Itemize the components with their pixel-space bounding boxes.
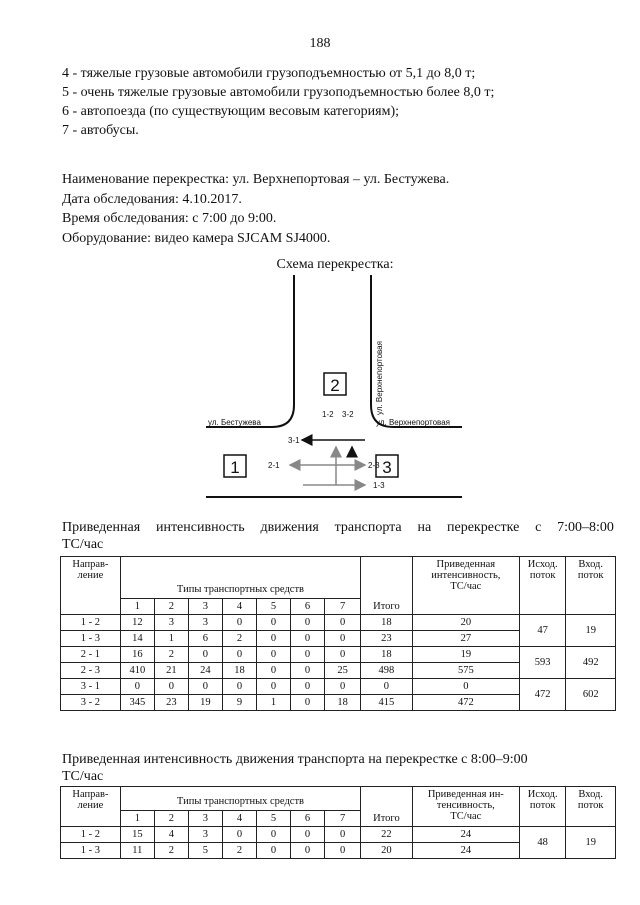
- cell-type-count: 0: [290, 679, 324, 695]
- header-out-flow: Исход. поток: [519, 787, 565, 827]
- cell-type-count: 0: [120, 679, 154, 695]
- header-type-number: 4: [222, 599, 256, 615]
- header-reduced-intensity: Приведенная ин- тенсивность, ТС/час: [412, 787, 519, 827]
- cell-type-count: 0: [290, 843, 324, 859]
- svg-text:3: 3: [382, 458, 392, 477]
- list-item: 7 - автобусы.: [62, 123, 139, 138]
- caption-word: 7:00–8:00: [557, 520, 614, 535]
- svg-text:3-1: 3-1: [288, 436, 300, 445]
- street-label-vertical: ул. Верхнепортовая: [375, 341, 384, 415]
- cell-type-count: 0: [222, 615, 256, 631]
- table-row: [61, 615, 616, 631]
- caption-word: на: [417, 520, 432, 535]
- cell-reduced: 27: [412, 631, 519, 647]
- cell-direction: 3 - 1: [61, 679, 121, 695]
- cell-type-count: 0: [290, 827, 324, 843]
- header-out-flow: Исход. поток: [519, 557, 565, 615]
- cell-type-count: 2: [154, 843, 188, 859]
- header-type-number: 6: [290, 599, 324, 615]
- header-direction: Направ- ление: [61, 787, 121, 827]
- road-edge-left-corner: [206, 275, 294, 427]
- cell-type-count: 0: [256, 631, 290, 647]
- cell-type-count: 16: [120, 647, 154, 663]
- cell-type-count: 19: [188, 695, 222, 711]
- cell-total: 18: [361, 647, 413, 663]
- cell-direction: 3 - 2: [61, 695, 121, 711]
- cell-type-count: 0: [222, 827, 256, 843]
- header-row: [61, 787, 616, 811]
- cell-type-count: 3: [188, 827, 222, 843]
- cell-type-count: 15: [120, 827, 154, 843]
- intensity-table-7-8: [60, 556, 616, 711]
- cell-type-count: 3: [154, 615, 188, 631]
- cell-direction: 1 - 3: [61, 843, 121, 859]
- header-type-number: 5: [256, 811, 290, 827]
- cell-type-count: 0: [222, 679, 256, 695]
- cell-total: 20: [361, 843, 413, 859]
- cell-reduced: 20: [412, 615, 519, 631]
- cell-type-count: 0: [290, 615, 324, 631]
- list-item: 6 - автопоезда (по существующим весовым категориям);: [62, 104, 400, 119]
- cell-type-count: 6: [188, 631, 222, 647]
- header-vehicle-types: Типы транспортных средств: [120, 557, 360, 599]
- cell-type-count: 0: [256, 615, 290, 631]
- vehicle-type-list: [62, 64, 494, 140]
- header-in-flow: Вход. поток: [566, 557, 616, 615]
- cell-out-flow: 47: [519, 615, 565, 647]
- scheme-title: Схема перекрестка:: [276, 257, 394, 272]
- header-type-number: 3: [188, 811, 222, 827]
- cell-type-count: 3: [188, 615, 222, 631]
- cell-type-count: 0: [188, 679, 222, 695]
- cell-type-count: 24: [188, 663, 222, 679]
- cell-type-count: 0: [256, 827, 290, 843]
- cell-total: 18: [361, 615, 413, 631]
- svg-text:1-3: 1-3: [373, 481, 385, 490]
- header-type-number: 1: [120, 599, 154, 615]
- list-item: 5 - очень тяжелые грузовые автомобили грузоподъемностью более 8,0 т;: [62, 85, 495, 100]
- cell-type-count: 0: [325, 631, 361, 647]
- table-row: [61, 647, 616, 663]
- header-row: [61, 557, 616, 599]
- cell-type-count: 0: [256, 663, 290, 679]
- cell-out-flow: 472: [519, 679, 565, 711]
- intersection-name: Наименование перекрестка: ул. Верхнепортовая – ул. Бестужева.: [62, 172, 450, 187]
- survey-info: [62, 170, 449, 248]
- cell-type-count: 410: [120, 663, 154, 679]
- cell-total: 0: [361, 679, 413, 695]
- cell-in-flow: 19: [566, 615, 616, 647]
- svg-text:2-1: 2-1: [268, 461, 280, 470]
- cell-reduced: 24: [412, 827, 519, 843]
- header-type-number: 1: [120, 811, 154, 827]
- header-vehicle-types: Типы транспортных средств: [120, 787, 360, 811]
- caption-word: движения: [260, 520, 319, 535]
- cell-type-count: 0: [256, 679, 290, 695]
- caption-word: с: [535, 520, 542, 535]
- cell-type-count: 0: [325, 843, 361, 859]
- table-row: [61, 827, 616, 843]
- cell-type-count: 1: [154, 631, 188, 647]
- cell-direction: 2 - 1: [61, 647, 121, 663]
- header-total: Итого: [361, 557, 413, 615]
- svg-text:1-2: 1-2: [322, 410, 334, 419]
- caption-word: перекрестке: [447, 520, 520, 535]
- header-type-number: 3: [188, 599, 222, 615]
- cell-reduced: 19: [412, 647, 519, 663]
- table2-caption-unit: ТС/час: [62, 769, 104, 784]
- svg-text:2-3: 2-3: [368, 461, 380, 470]
- cell-type-count: 18: [222, 663, 256, 679]
- cell-type-count: 0: [290, 631, 324, 647]
- cell-type-count: 11: [120, 843, 154, 859]
- svg-text:2: 2: [330, 376, 340, 395]
- cell-type-count: 0: [325, 679, 361, 695]
- cell-type-count: 9: [222, 695, 256, 711]
- survey-time: Время обследования: с 7:00 до 9:00.: [62, 211, 277, 226]
- cell-total: 498: [361, 663, 413, 679]
- cell-out-flow: 593: [519, 647, 565, 679]
- cell-type-count: 21: [154, 663, 188, 679]
- cell-type-count: 0: [222, 647, 256, 663]
- cell-total: 22: [361, 827, 413, 843]
- cell-type-count: 0: [256, 843, 290, 859]
- intersection-scheme: [190, 275, 470, 505]
- cell-type-count: 0: [256, 647, 290, 663]
- table1-caption-unit: ТС/час: [62, 537, 104, 552]
- cell-type-count: 2: [154, 647, 188, 663]
- page-number: 188: [309, 36, 331, 51]
- cell-type-count: 25: [325, 663, 361, 679]
- caption-word: Приведенная: [62, 520, 141, 535]
- table2-caption: [62, 751, 614, 785]
- header-type-number: 6: [290, 811, 324, 827]
- cell-in-flow: 492: [566, 647, 616, 679]
- street-label-verkhneportovaya: ул. Верхнепортовая: [376, 418, 450, 427]
- cell-type-count: 5: [188, 843, 222, 859]
- street-label-bestuzheva: ул. Бестужева: [208, 418, 261, 427]
- cell-in-flow: 19: [566, 827, 616, 859]
- cell-type-count: 4: [154, 827, 188, 843]
- header-type-number: 7: [325, 811, 361, 827]
- survey-date: Дата обследования: 4.10.2017.: [62, 191, 242, 207]
- cell-type-count: 0: [325, 827, 361, 843]
- table1-caption-line1: [62, 519, 614, 536]
- cell-reduced: 0: [412, 679, 519, 695]
- cell-type-count: 23: [154, 695, 188, 711]
- cell-type-count: 0: [325, 647, 361, 663]
- cell-reduced: 472: [412, 695, 519, 711]
- cell-type-count: 345: [120, 695, 154, 711]
- intensity-table-8-9: [60, 786, 616, 859]
- survey-equipment: Оборудование: видео камера SJCAM SJ4000.: [62, 230, 331, 246]
- cell-reduced: 575: [412, 663, 519, 679]
- header-type-number: 2: [154, 599, 188, 615]
- cell-type-count: 12: [120, 615, 154, 631]
- caption-word: интенсивность: [155, 520, 245, 535]
- cell-direction: 1 - 3: [61, 631, 121, 647]
- cell-type-count: 0: [325, 615, 361, 631]
- header-direction: Направ- ление: [61, 557, 121, 615]
- road-edge-right-corner: [371, 275, 462, 427]
- cell-type-count: 14: [120, 631, 154, 647]
- caption-word: транспорта: [334, 520, 402, 535]
- cell-total: 23: [361, 631, 413, 647]
- cell-in-flow: 602: [566, 679, 616, 711]
- header-type-number: 2: [154, 811, 188, 827]
- cell-type-count: 0: [290, 695, 324, 711]
- cell-out-flow: 48: [519, 827, 565, 859]
- cell-direction: 2 - 3: [61, 663, 121, 679]
- cell-direction: 1 - 2: [61, 827, 121, 843]
- cell-type-count: 2: [222, 631, 256, 647]
- table-row: [61, 679, 616, 695]
- header-total: Итого: [361, 787, 413, 827]
- cell-type-count: 0: [290, 663, 324, 679]
- header-type-number: 4: [222, 811, 256, 827]
- header-type-number: 7: [325, 599, 361, 615]
- cell-type-count: 18: [325, 695, 361, 711]
- cell-type-count: 0: [154, 679, 188, 695]
- cell-total: 415: [361, 695, 413, 711]
- cell-direction: 1 - 2: [61, 615, 121, 631]
- cell-type-count: 1: [256, 695, 290, 711]
- table1-caption: [62, 519, 614, 553]
- header-in-flow: Вход. поток: [566, 787, 616, 827]
- header-reduced-intensity: Приведенная интенсивность, ТС/час: [412, 557, 519, 615]
- cell-type-count: 0: [290, 647, 324, 663]
- svg-text:3-2: 3-2: [342, 410, 354, 419]
- cell-reduced: 24: [412, 843, 519, 859]
- list-item: 4 - тяжелые грузовые автомобили грузоподъемностью от 5,1 до 8,0 т;: [62, 66, 476, 81]
- cell-type-count: 2: [222, 843, 256, 859]
- table2-caption-line1: Приведенная интенсивность движения транспорта на перекрестке с 8:00–9:00: [62, 752, 528, 767]
- cell-type-count: 0: [188, 647, 222, 663]
- svg-text:1: 1: [230, 458, 240, 477]
- header-type-number: 5: [256, 599, 290, 615]
